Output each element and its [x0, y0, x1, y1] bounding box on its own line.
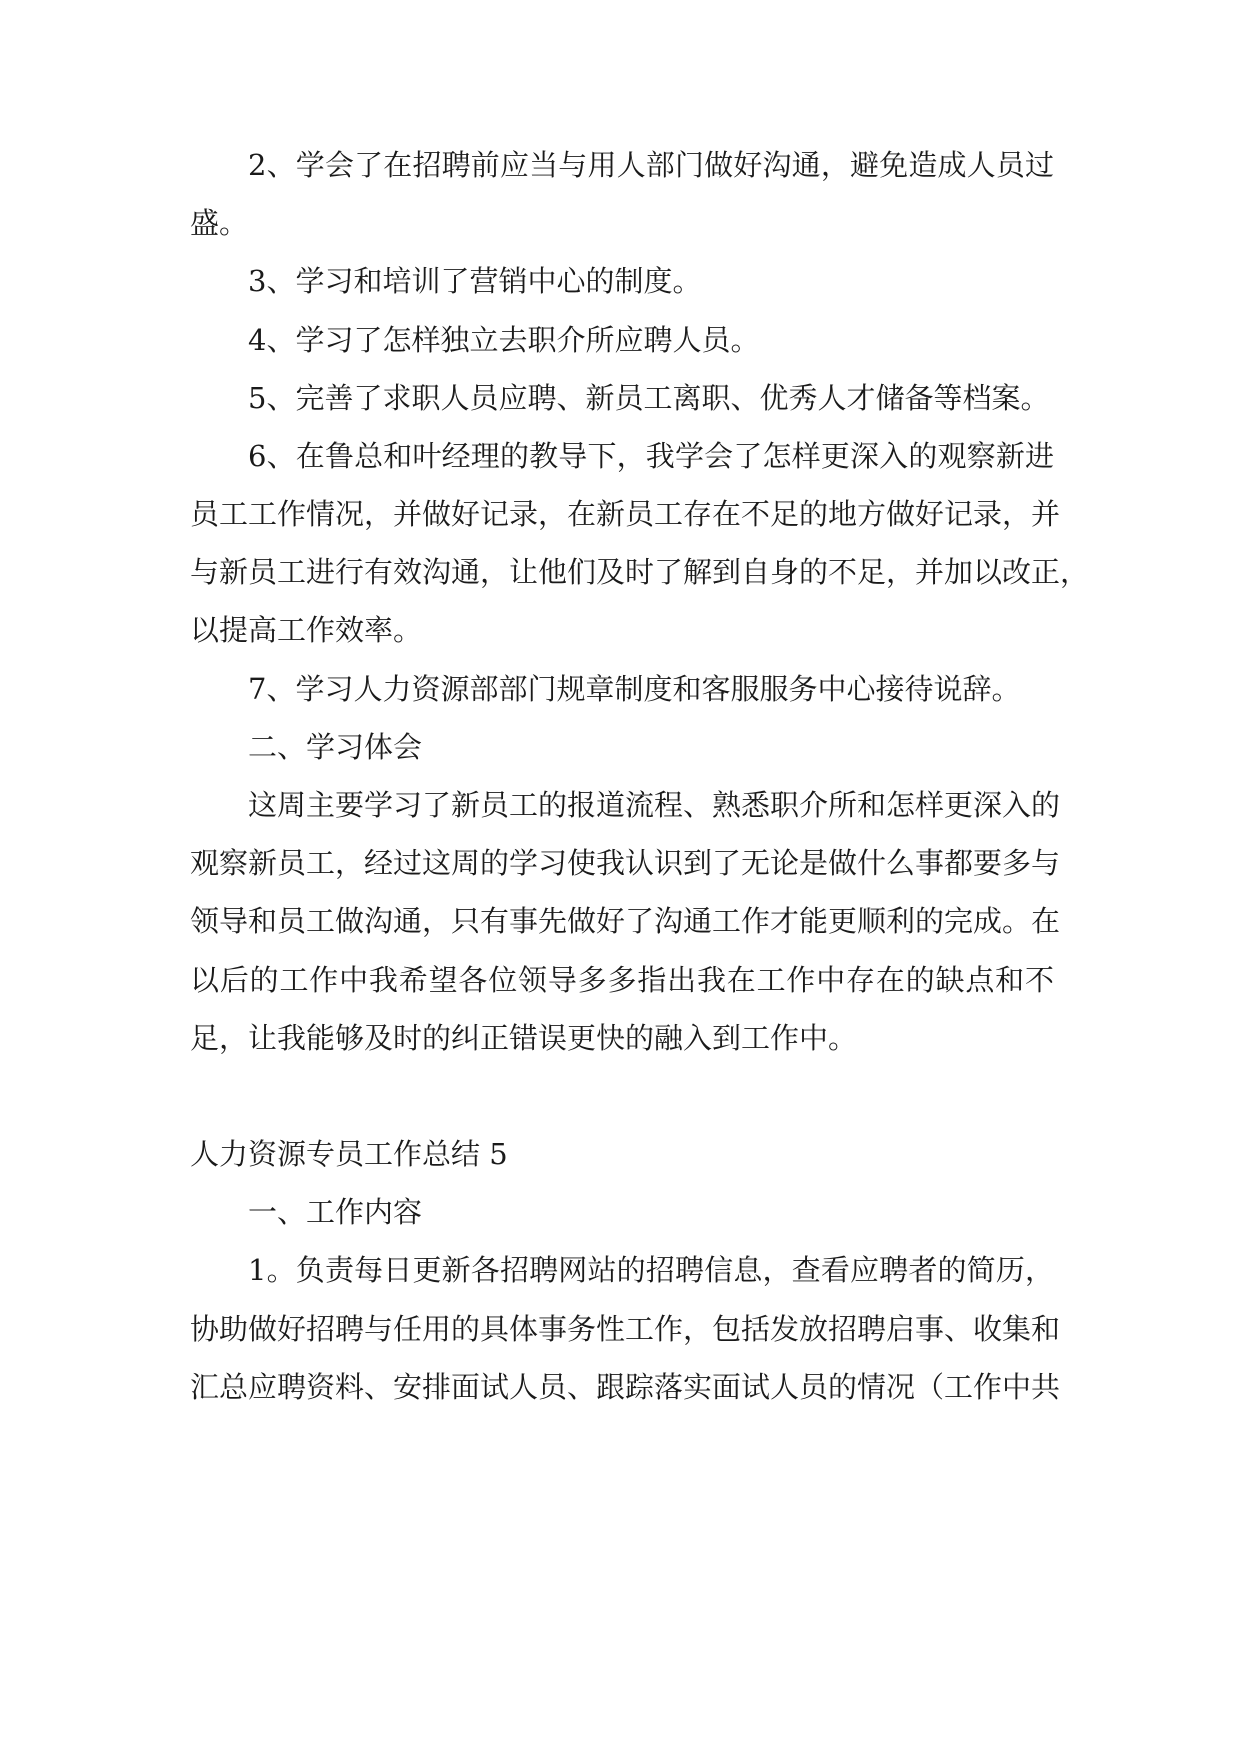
- paragraph-line: 观察新员工，经过这周的学习使我认识到了无论是做什么事都要多与: [190, 846, 1061, 880]
- paragraph-line: 1。负责每日更新各招聘网站的招聘信息，查看应聘者的简历，: [248, 1253, 1054, 1287]
- paragraph-line: 协助做好招聘与任用的具体事务性工作，包括发放招聘启事、收集和: [190, 1312, 1061, 1346]
- paragraph-line: 5、完善了求职人员应聘、新员工离职、优秀人才储备等档案。: [248, 381, 1050, 415]
- section-heading: 二、学习体会: [248, 730, 423, 764]
- section-heading: 一、工作内容: [248, 1195, 423, 1229]
- document-title: 人力资源专员工作总结 5: [190, 1137, 508, 1171]
- paragraph-line: 员工工作情况，并做好记录，在新员工存在不足的地方做好记录，并: [190, 497, 1061, 531]
- paragraph-line: 以提高工作效率。: [190, 613, 423, 647]
- paragraph-line: 汇总应聘资料、安排面试人员、跟踪落实面试人员的情况（工作中共: [190, 1370, 1061, 1404]
- paragraph-line: 盛。: [190, 206, 249, 240]
- paragraph-line: 2、学会了在招聘前应当与用人部门做好沟通，避免造成人员过: [248, 148, 1054, 182]
- paragraph-line: 与新员工进行有效沟通，让他们及时了解到自身的不足，并加以改正，: [190, 555, 1090, 589]
- paragraph-line: 领导和员工做沟通，只有事先做好了沟通工作才能更顺利的完成。在: [190, 904, 1061, 938]
- paragraph-line: 4、学习了怎样独立去职介所应聘人员。: [248, 323, 760, 357]
- paragraph-line: 这周主要学习了新员工的报道流程、熟悉职介所和怎样更深入的: [248, 788, 1061, 822]
- paragraph-line: 6、在鲁总和叶经理的教导下，我学会了怎样更深入的观察新进: [248, 439, 1054, 473]
- paragraph-line: 7、学习人力资源部部门规章制度和客服服务中心接待说辞。: [248, 672, 1021, 706]
- paragraph-line: 以后的工作中我希望各位领导多多指出我在工作中存在的缺点和不: [190, 963, 1054, 997]
- paragraph-line: 3、学习和培训了营销中心的制度。: [248, 264, 702, 298]
- paragraph-line: 足，让我能够及时的纠正错误更快的融入到工作中。: [190, 1021, 858, 1055]
